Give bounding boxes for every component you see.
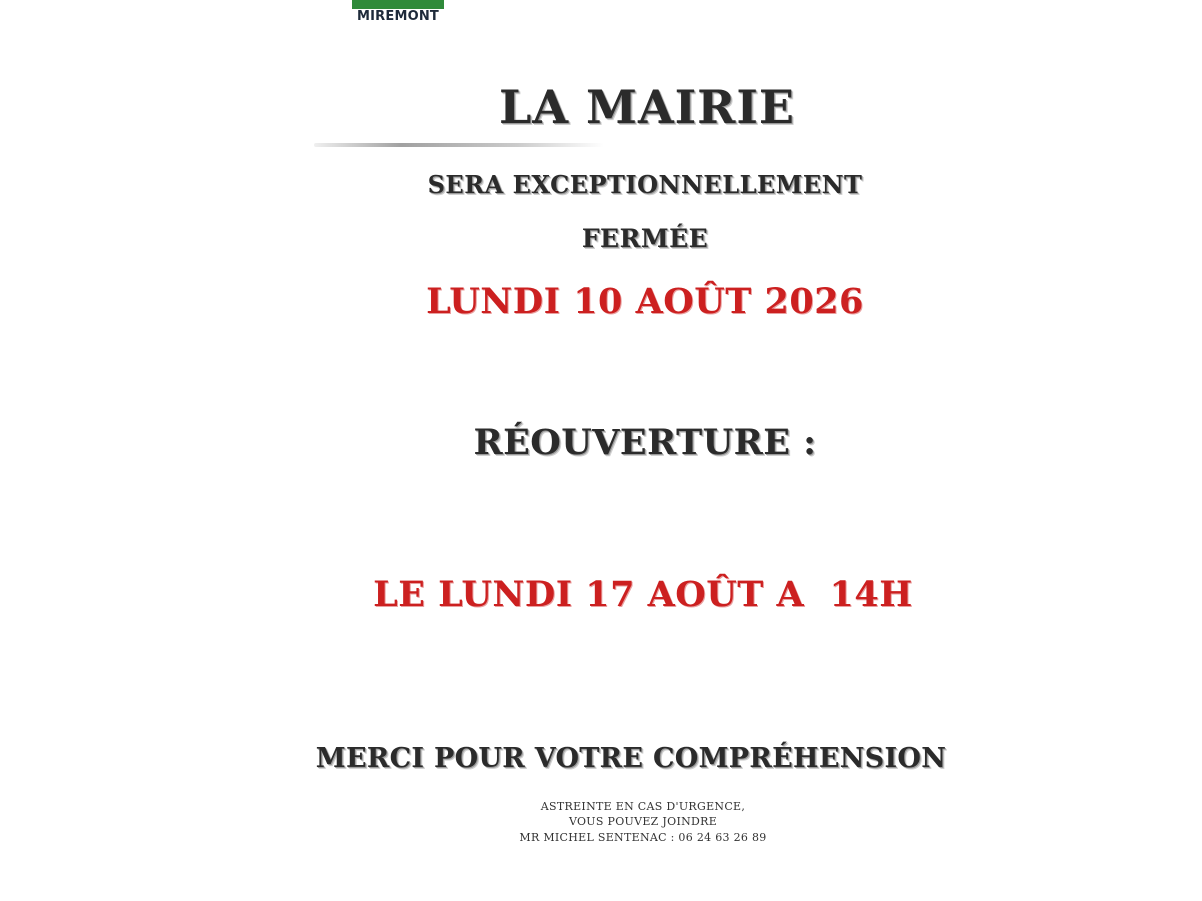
reopening-label: RÉOUVERTURE : xyxy=(473,422,817,463)
closure-date: LUNDI 10 AOÛT 2026 xyxy=(426,281,864,322)
reopening-date: LE LUNDI 17 AOÛT A 14H xyxy=(373,574,913,615)
notice-title: LA MAIRIE xyxy=(499,80,795,134)
footer-contact-line: VOUS POUVEZ JOINDRE xyxy=(568,815,718,828)
miremont-logo xyxy=(350,0,446,26)
notice-line-closed: FERMÉE xyxy=(581,224,709,253)
footer-phone-line: MR MICHEL SENTENAC : 06 24 63 26 89 xyxy=(519,831,767,844)
thanks-message: MERCI POUR VOTRE COMPRÉHENSION xyxy=(315,743,947,774)
footer-emergency-line: ASTREINTE EN CAS D'URGENCE, xyxy=(540,800,746,813)
logo-text: MIREMONT xyxy=(357,9,439,24)
logo-green-bar xyxy=(352,0,444,9)
scan-streak xyxy=(314,143,604,147)
notice-line-exceptionally: SERA EXCEPTIONNELLEMENT xyxy=(427,170,863,199)
